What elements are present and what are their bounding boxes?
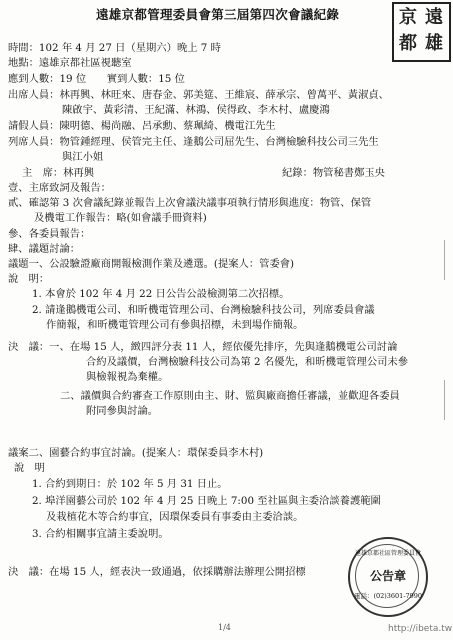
attendance-count: 應到人數：19 位 實到人數：15 位 <box>8 73 185 85</box>
agenda-item-2-line-2: 及機電工作報告：略(如會議手冊資料) <box>34 212 207 224</box>
motion-1-explain-label: 說 明： <box>8 273 50 285</box>
meeting-time: 時間：102 年 4 月 27 日（星期六）晚上 7 時 <box>8 42 221 54</box>
motion-1-decision-1-line-2: 合約及議價，台灣檢驗科技公司為第 2 名優先，和昕機電管理公司未參 <box>86 356 409 368</box>
motion-2-explain-3: 3. 合約相關事宜請主委說明。 <box>32 528 169 540</box>
attendees-line-1: 出席人員：林再興、林旺來、唐春金、郭美筵、王維宸、薛承宗、曾萬平、黃淑貞、 <box>8 89 389 101</box>
motion-2-explain-label: 說 明 <box>14 462 45 474</box>
seal-char: 雄 <box>425 33 443 54</box>
seal-center-text: 公告章 <box>369 569 406 583</box>
seal-char: 京 <box>399 7 417 28</box>
agenda-item-3: 參、各委員報告： <box>8 228 91 240</box>
motion-2-explain-1: 1. 合約到期日：於 102 年 5 月 31 日止。 <box>32 478 228 490</box>
leave-list: 請假人員：陳明德、楊尚融、呂承勳、蔡珮綺、機電江先生 <box>8 120 276 132</box>
page-number: 1/4 <box>218 623 231 632</box>
seal-char: 遠 <box>425 7 443 28</box>
recorder: 紀錄：物管秘書鄭玉央 <box>282 167 385 179</box>
watermark: http://ibeta.tw <box>388 624 453 634</box>
motion-2-decision: 決 議：在場 15 人，經表決一致通過，依採購辦法辦理公開招標 <box>8 566 306 578</box>
motion-1-explain-2-line-1: 2. 請逢鵝機電公司、和昕機電管理公司、台灣檢驗科技公司，列席委員會議 <box>32 304 375 316</box>
motion-1-explain-1: 1. 本會於 102 年 4 月 22 日公告公設檢測第二次招標。 <box>32 288 290 300</box>
motion-2-explain-2-line-1: 2. 埠洋園藝公司於 102 年 4 月 25 日晚上 7:00 至社區與主委洽談養護範圍 <box>32 495 381 507</box>
motion-2-explain-2-line-2: 及栽植花木等合約事宜，因環保委員有事委由主委洽談。 <box>46 511 304 523</box>
motion-1-decision-2-line-2: 附同參與討論。 <box>86 405 159 417</box>
motion-1-decision-1-line-3: 與檢報視為棄權。 <box>86 371 169 383</box>
agenda-item-2-line-1: 貳、確認第 3 次會議紀錄並報告上次會議決議事項執行情形與進度：物管、保管 <box>8 197 372 209</box>
observers-line-2: 與江小姐 <box>62 151 104 163</box>
meeting-place: 地點：遠雄京都社區視聽室 <box>8 57 132 69</box>
announcement-seal-stamp <box>348 537 428 617</box>
agenda-item-4: 肆、議題討論： <box>8 243 81 255</box>
seal-char: 都 <box>399 33 417 54</box>
observers-line-1: 列席人員：物管鍾經理、侯管完主任、逢鵝公司屈先生、台灣檢驗科技公司三先生 <box>8 136 379 148</box>
agenda-item-1: 壹、主席致詞及報告： <box>8 182 111 194</box>
motion-1-explain-2-line-2: 作簡報，和昕機電管理公司有參與招標，未到場作簡報。 <box>46 319 304 331</box>
seal-top-text: 遠雄京都社區管理委員會 <box>354 550 421 557</box>
motion-1-decision-2-line-1: 二、議價與合約審查工作原則由主、財、監與廠商擔任審議，並歡迎各委員 <box>60 390 400 402</box>
motion-1-title: 議題一、公設驗證廠商開報檢測作業及遴選。(提案人：管委會) <box>8 258 295 270</box>
seal-bottom-text: 電話：(02)3601-7990 <box>353 592 423 600</box>
edge-mark <box>444 240 453 280</box>
document-title: 遠雄京都管理委員會第三屆第四次會議紀錄 <box>96 7 340 22</box>
motion-2-title: 議案二、園藝合約事宜討論。(提案人：環保委員李木村) <box>8 447 264 459</box>
attendees-line-2: 陳啟宇、黃彩清、王紀滿、林鴻、侯得政、李木村、盧慶鴻 <box>62 104 330 116</box>
seal-stamp-top-right <box>392 2 451 62</box>
motion-1-decision-1-line-1: 決 議：一、在場 15 人，緻四評分表 11 人，經依優先排序，先與逢鵝機電公司討論 <box>8 341 398 353</box>
chair: 主 席：林再興 <box>22 167 95 179</box>
edge-mark <box>444 380 453 420</box>
